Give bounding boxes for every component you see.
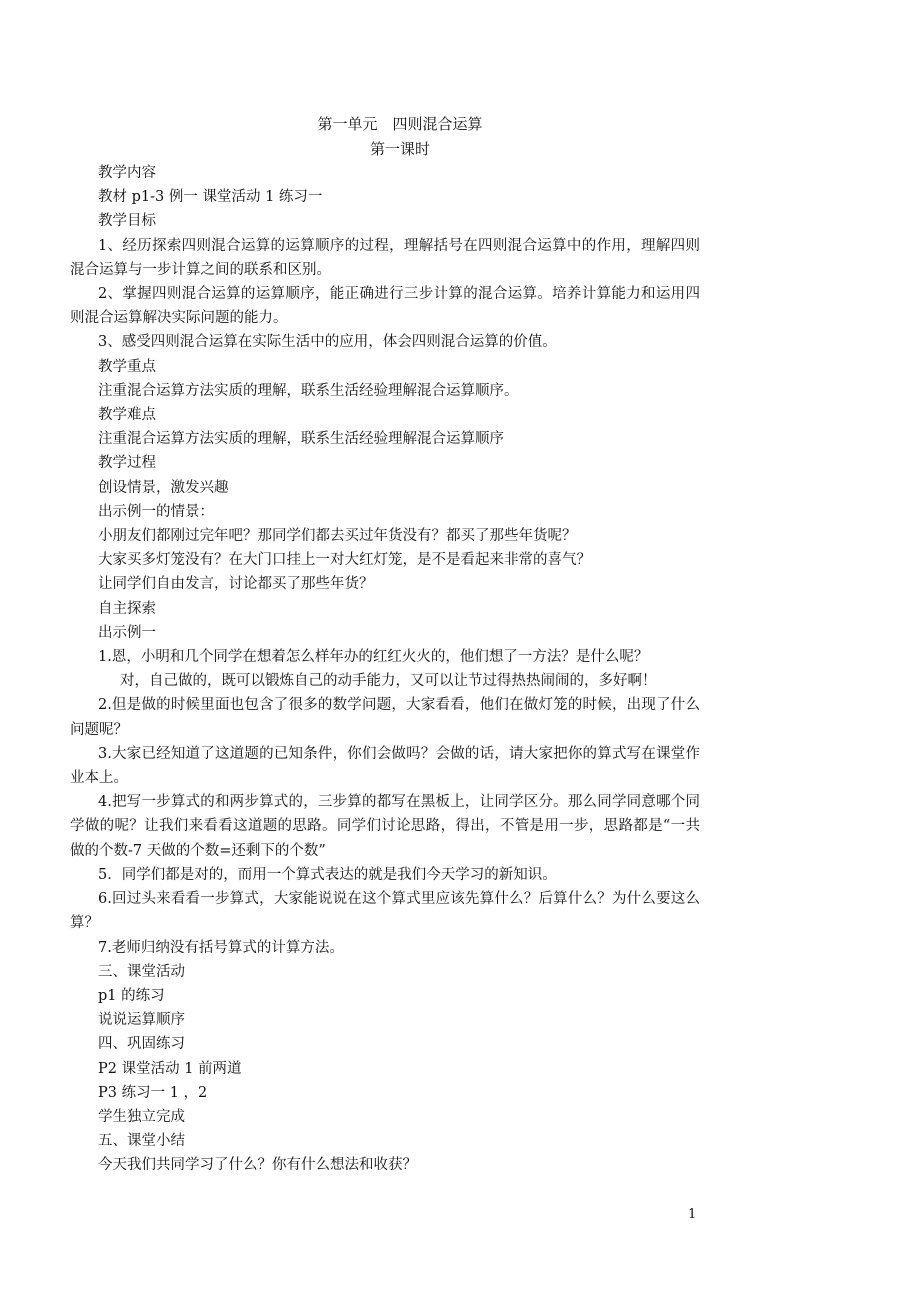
paragraph: P2 课堂活动 1 前两道 bbox=[98, 1060, 242, 1077]
paragraph: 让同学们自由发言，讨论都买了那些年货？ bbox=[98, 576, 374, 593]
paragraph: p1 的练习 bbox=[98, 987, 165, 1004]
paragraph: 小朋友们都刚过完年吧？那同学们都去买过年货没有？都买了那些年货呢？ bbox=[98, 528, 577, 545]
paragraph: 2.但是做的时候里面也包含了很多的数学问题，大家看看，他们在做灯笼的时候，出现了什么问题呢？ bbox=[70, 697, 700, 738]
paragraph: 注重混合运算方法实质的理解，联系生活经验理解混合运算顺序。 bbox=[98, 382, 519, 399]
paragraph: 1.恩，小明和几个同学在想着怎么样年办的红红火火的，他们想了一方法？是什么呢？ bbox=[98, 649, 649, 666]
heading-key-points: 教学重点 bbox=[98, 358, 156, 375]
paragraph: 5．同学们都是对的，而用一个算式表达的就是我们今天学习的新知识。 bbox=[98, 866, 557, 883]
paragraph: P3 练习一 1 ，2 bbox=[98, 1084, 208, 1101]
paragraph: 说说运算顺序 bbox=[98, 1012, 185, 1029]
document-body bbox=[70, 161, 700, 1178]
paragraph: 3、感受四则混合运算在实际生活中的应用，体会四则混合运算的价值。 bbox=[98, 334, 557, 351]
paragraph: 学生独立完成 bbox=[98, 1108, 185, 1125]
paragraph: 对，自己做的，既可以锻炼自己的动手能力，又可以让节过得热热闹闹的，多好啊！ bbox=[120, 673, 657, 690]
heading-teaching-goals: 教学目标 bbox=[98, 213, 156, 230]
page-number: 1 bbox=[688, 1207, 697, 1222]
paragraph: 今天我们共同学习了什么？你有什么想法和收获？ bbox=[98, 1157, 417, 1174]
paragraph: 1、经历探索四则混合运算的运算顺序的过程，理解括号在四则混合运算中的作用，理解四则混合运算与一步计算之间的联系和区别。 bbox=[70, 237, 700, 278]
document-subtitle: 第一课时 bbox=[369, 140, 430, 158]
paragraph: 出示例一的情景： bbox=[98, 503, 214, 520]
paragraph: 创设情景，激发兴趣 bbox=[98, 479, 229, 496]
heading-practice: 四、巩固练习 bbox=[98, 1036, 185, 1053]
heading-teaching-content: 教学内容 bbox=[98, 165, 156, 181]
heading-teaching-process: 教学过程 bbox=[98, 455, 156, 472]
paragraph: 大家买多灯笼没有？在大门口挂上一对大红灯笼，是不是看起来非常的喜气？ bbox=[98, 552, 591, 569]
paragraph: 3.大家已经知道了这道题的已知条件，你们会做吗？会做的话，请大家把你的算式写在课堂作业本上。 bbox=[70, 745, 700, 787]
paragraph: 注重混合运算方法实质的理解，联系生活经验理解混合运算顺序 bbox=[98, 431, 504, 448]
heading-class-activity: 三、课堂活动 bbox=[98, 963, 185, 980]
paragraph: 6.回过头来看看一步算式，大家能说说在这个算式里应该先算什么？后算什么？为什么要这么算？ bbox=[70, 891, 700, 932]
paragraph: 7.老师归纳没有括号算式的计算方法。 bbox=[98, 939, 344, 956]
paragraph: 2、掌握四则混合运算的运算顺序，能正确进行三步计算的混合运算。培养计算能力和运用四则混合运算解决实际问题的能力。 bbox=[70, 286, 700, 327]
paragraph: 4.把写一步算式的和两步算式的，三步算的都写在黑板上，让同学区分。那么同学同意哪个同学做的呢？让我们来看看这道题的思路。同学们讨论思路，得出，不管是用一步，思路都是“一共做的个数-7 天做的个数=还剩下的个数” bbox=[70, 794, 700, 859]
document-title: 第一单元 四则混合运算 bbox=[317, 115, 483, 133]
heading-self-explore: 自主探索 bbox=[98, 600, 156, 617]
heading-summary: 五、课堂小结 bbox=[98, 1133, 185, 1150]
paragraph: 教材 p1-3 例一 课堂活动 1 练习一 bbox=[98, 189, 323, 206]
heading-difficulties: 教学难点 bbox=[98, 407, 156, 424]
paragraph: 出示例一 bbox=[98, 624, 156, 641]
